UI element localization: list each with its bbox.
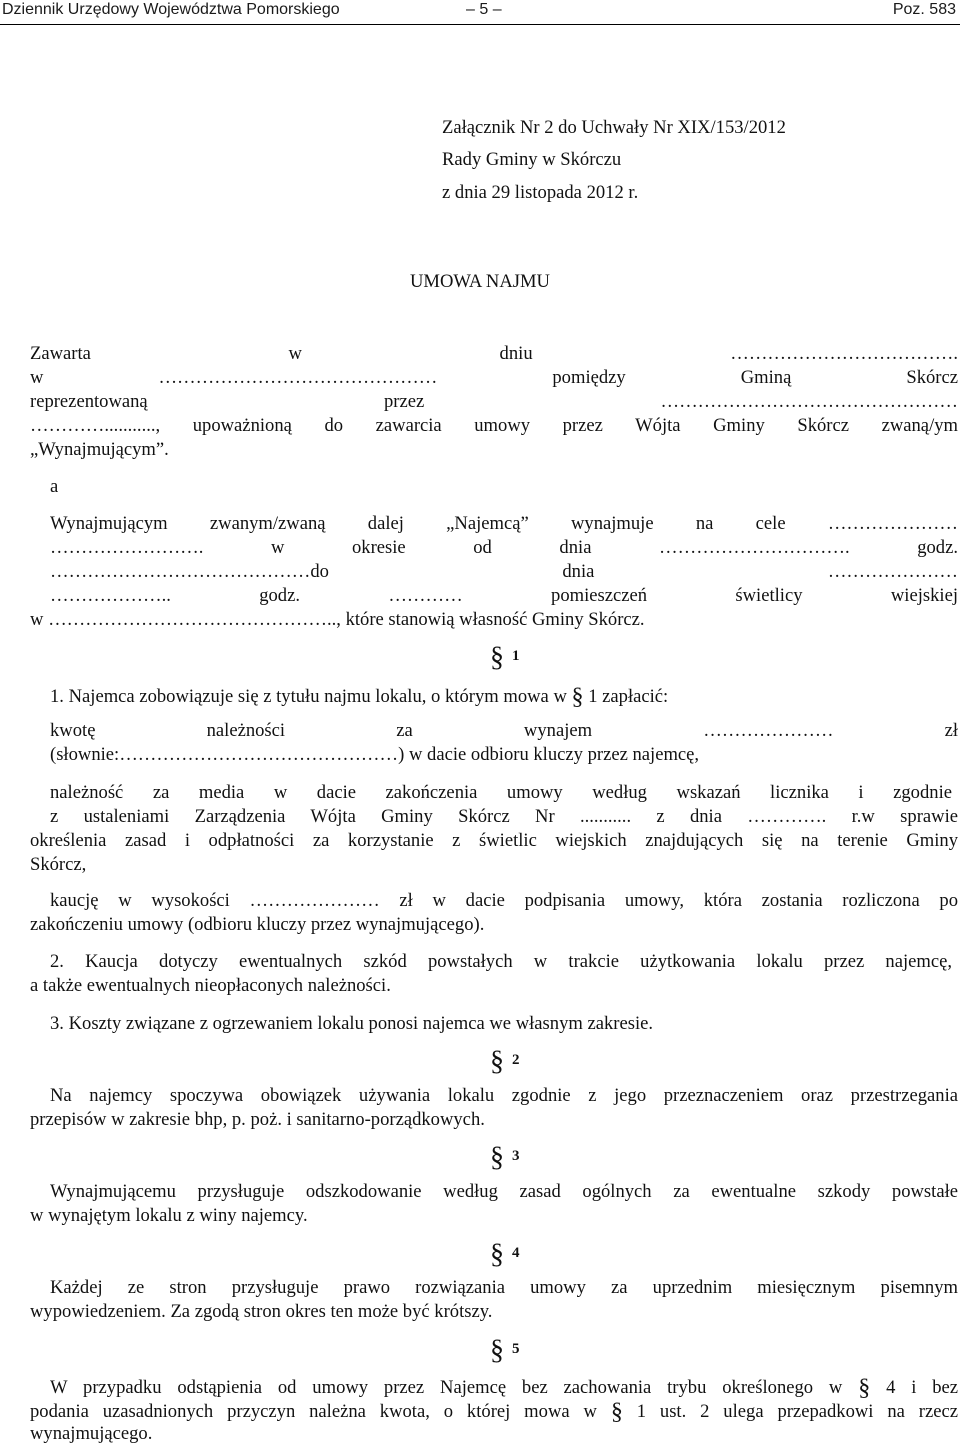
section-4-heading [490,1239,520,1270]
p1-item2-line-1: 2. Kaucja dotyczy ewentualnych szkód powstałych w trakcie użytkowania lokalu przez najemcę, [50,951,952,972]
p1-fee-line-2: (słownie:………………………………………) w dacie odbioru kluczy przez najemcę, [50,744,700,765]
intro-line-9: ……………………………………do dnia ………………… [50,561,958,582]
section-number: 5 [512,1341,520,1357]
section-number: 2 [512,1052,520,1068]
p1-fee-line-1: kwotę należności za wynajem ………………… zł [50,720,958,741]
p5-line-2-text: podania uzasadnionych przyczyn należna kwota, o której mowa w [30,1401,597,1422]
p1-media-line-4: Skórcz, [30,854,87,875]
section-number: 3 [512,1148,520,1164]
p1-lead [50,683,960,709]
p4-line-2: wypowiedzeniem. Za zgodą stron okres ten może być krótszy. [30,1301,493,1322]
annex-line-1: Załącznik Nr 2 do Uchwały Nr XIX/153/2012 [442,117,786,138]
section-symbol: § [490,1335,504,1366]
intro-line-2: w ……………………………………… pomiędzy Gminą Skórcz [30,367,958,388]
p1-lead-ref: 1 zapłacić: [588,686,669,707]
section-5-heading [490,1335,520,1366]
section-1-heading [490,642,520,673]
section-symbol: § [490,642,504,673]
p1-deposit-line-1: kaucję w wysokości ………………… zł w dacie podpisania umowy, która zostania rozliczona po [50,890,958,911]
p5-line-2 [30,1398,958,1424]
annex-line-2: Rady Gminy w Skórczu [442,149,622,170]
journal-title: Dziennik Urzędowy Województwa Pomorskiego [2,1,340,18]
p3-line-2: w wynajętym lokalu z winy najemcy. [30,1205,308,1226]
intro-line-11: w ……………………………………….., które stanowią własność Gminy Skórcz. [30,609,645,630]
intro-line-7: Wynajmującym zwanym/zwaną dalej „Najemcą” wynajmuje na cele ………………… [50,513,958,534]
section-symbol: § [610,1399,623,1425]
section-number: 4 [512,1245,520,1261]
p1-lead-text: 1. Najemca zobowiązuje się z tytułu najmu lokalu, o którym mowa w [50,686,567,707]
page-number: – 5 – [466,1,502,18]
intro-line-6: a [50,476,59,497]
p3-line-1: Wynajmującemu przysługuje odszkodowanie według zasad ogólnych za ewentualne szkody powstałe [50,1181,958,1202]
annex-line-3: z dnia 29 listopada 2012 r. [442,182,639,203]
section-symbol: § [571,684,584,710]
p5-line-1-ref: 4 i bez [886,1377,958,1398]
p4-line-1: Każdej ze stron przysługuje prawo rozwiązania umowy za uprzednim miesięcznym pisemnym [50,1277,958,1298]
p5-line-2-ref: 1 ust. 2 ulega przepadkowi na rzecz [636,1401,958,1422]
section-symbol: § [858,1375,871,1401]
intro-line-5: „Wynajmującym”. [30,439,169,460]
section-3-heading [490,1142,520,1173]
intro-line-8: ……………………. w okresie od dnia …………………………. godz. [50,537,958,558]
section-symbol: § [490,1046,504,1077]
p2-line-1: Na najemcy spoczywa obowiązek używania lokalu zgodnie z jego przeznaczeniem oraz przestrzegania [50,1085,958,1106]
p1-item2-line-2: a także ewentualnych nieopłaconych należności. [30,975,391,996]
page-header [0,0,960,24]
p1-media-line-1: należność za media w dacie zakończenia umowy według wskazań licznika i zgodnie [50,782,952,803]
intro-line-4: …………..........., upoważnioną do zawarcia umowy przez Wójta Gminy Skórcz zwaną/ym [30,415,958,436]
intro-line-3: reprezentowaną przez ………………………………………… [30,391,958,412]
section-number: 1 [512,648,520,664]
p1-deposit-line-2: zakończeniu umowy (odbioru kluczy przez wynajmującego). [30,914,485,935]
p1-media-line-3: określenia zasad i odpłatności za korzystanie z świetlic wiejskich znajdujących się na terenie Gminy [30,830,958,851]
p5-line-1-text: W przypadku odstąpienia od umowy przez Najemcę bez zachowania trybu określonego w [50,1377,843,1398]
document-title: UMOWA NAJMU [410,271,550,292]
p2-line-2: przepisów w zakresie bhp, p. poż. i sanitarno-porządkowych. [30,1109,485,1130]
intro-line-1: Zawarta w dniu ………………………………. [30,343,958,364]
section-symbol: § [490,1142,504,1173]
p5-line-1 [50,1374,958,1400]
position-number: Poz. 583 [892,1,956,18]
section-2-heading [490,1046,520,1077]
p1-media-line-2: z ustaleniami Zarządzenia Wójta Gminy Skórcz Nr ........... z dnia …………. r.w sprawie [50,806,958,827]
section-symbol: § [490,1239,504,1270]
header-rule [0,24,960,25]
intro-line-10: ……………….. godz. ………… pomieszczeń świetlicy wiejskiej [50,585,958,606]
p1-item3: 3. Koszty związane z ogrzewaniem lokalu ponosi najemca we własnym zakresie. [50,1013,654,1034]
p5-line-3: wynajmującego. [30,1423,153,1444]
